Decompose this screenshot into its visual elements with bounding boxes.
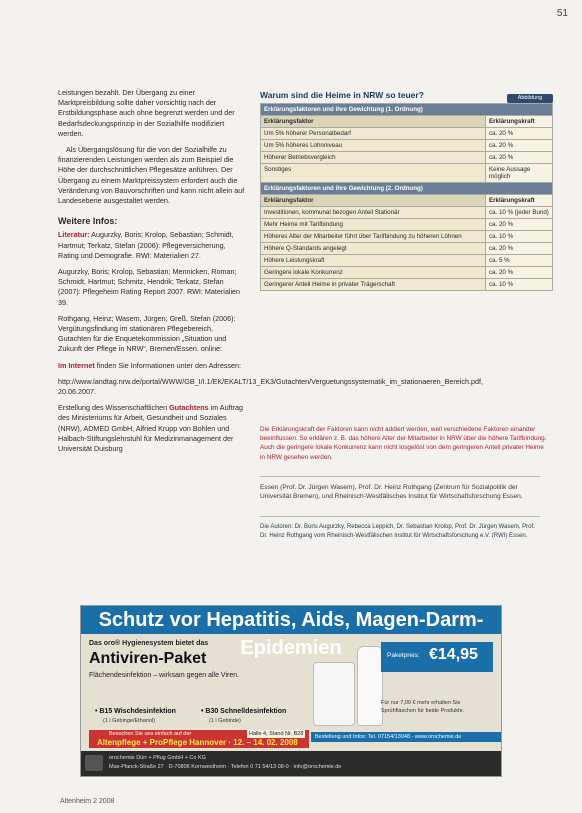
fair-intro: Besuchen Sie uns einfach auf der xyxy=(109,731,192,737)
value-cell: ca. 5 % xyxy=(486,255,553,267)
column-header: Erklärungskraft xyxy=(486,195,553,207)
authors-text: Die Autoren: Dr. Boris Augurzky, Rebecca Leppich, Dr. Sebastian Krolop, Prof. Dr. Jürgen Wasem, Prof. Dr. Heinz Rothgang vom Rheinisch-Westfälischen Institut für Wirtschaftsforschung e.V. (RWI) Essen. xyxy=(260,516,540,540)
product-bullet: • B15 Wischdesinfektion xyxy=(95,708,176,715)
source-text: Essen (Prof. Dr. Jürgen Wasem), Prof. Dr. Heinz Rothgang (Zentrum für Sozialpolitik der Universität Bremen), und Rheinisch-Westfälisches Institut für Wirtschaftsforschung Essen. xyxy=(260,476,540,502)
literature-item: Augurzky, Boris; Krolop, Sebastian; Mennicken, Roman; Schmidt, Hartmut; Schmitz, Hendrik; Terkatz, Stefan (2007): Pflegeheim Rating Report 2007. RWI: Materialien 39. xyxy=(58,267,241,307)
value-cell: ca. 10 % (jeder Bund) xyxy=(486,207,553,219)
factor-cell: Um 5% höheres Lohnniveau xyxy=(261,140,486,152)
product-sub: (1 l Gebinde) xyxy=(209,718,241,724)
value-cell: ca. 20 % xyxy=(486,267,553,279)
column-header: Erklärungsfaktor xyxy=(261,116,486,128)
price-label: Paketpreis: xyxy=(387,652,420,659)
factor-cell: Höherer Betriebsvergleich xyxy=(261,152,486,164)
box-title: Warum sind die Heime in NRW so teuer? xyxy=(260,90,424,100)
order-info: Bestellung und Infos: Tel. 07154/13048 · www.orochemie.de xyxy=(311,732,502,742)
internet-label: Im Internet xyxy=(58,360,95,370)
price-value: €14,95 xyxy=(429,646,478,663)
paragraph: Als Übergangslösung für die von der Sozialhilfe zu finanzierenden Leistungen werden als zum Beispiel die Höhe der durchschnittlichen Pflegesätze anführen. Der Übergang zu einem Marktpreissystem erfordert auch die Veränderung von Bauvorschriften und kann nicht allein auf Landesebene ausgestaltet werden. xyxy=(58,145,245,206)
ad-note: Für nur 7,00 € mehr erhalten Sie Sprühflaschen für beide Produkte. xyxy=(381,700,465,714)
value-cell: ca. 10 % xyxy=(486,231,553,243)
ad-headline: Schutz vor Hepatitis, Aids, Magen-Darm-Epidemien xyxy=(81,606,501,634)
spray-bottle-icon xyxy=(357,646,383,726)
factor-cell: Höheres Alter der Mitarbeiter führt über Tarifbindung zu höheren Löhnen xyxy=(261,231,486,243)
literature-item: Erstellung des Wissenschaftlichen Gutachtens im Auftrag des Ministeriums für Arbeit, Gesundheit und Soziales (NRW), ADMED GmbH, Alfried Krupp von Bohlen und Halbach-Stiftungslehrstuhl für Medizinmanagement der Universität Duisburg xyxy=(58,403,243,454)
internet-info: Im Internet finden Sie Informationen unter den Adressen: xyxy=(58,360,241,370)
group-header: Erklärungsfaktoren und ihre Gewichtung (1. Ordnung) xyxy=(261,104,553,116)
paragraph: Leistungen bezahlt. Der Übergang zu einer Marktpreisbildung sollte daher vorsichtig nach der Erstbildungsphase auch ohne begrenzt werden und der Bedarfsdeckungsprinzip in der Sozialhilfe modifiziert werden. xyxy=(58,88,235,138)
literature-label: Literatur: xyxy=(58,230,90,240)
stand-info: Halle 4, Stand Nr. B28 xyxy=(249,731,304,737)
factor-table xyxy=(260,103,553,291)
value-cell: ca. 10 % xyxy=(486,279,553,291)
factor-cell: Mehr Heime mit Tarifbindung xyxy=(261,219,486,231)
value-cell: ca. 20 % xyxy=(486,219,553,231)
value-cell: ca. 20 % xyxy=(486,152,553,164)
fair-name: Altenpflege + ProPflege Hannover · 12. – 14. 02. 2008 xyxy=(97,738,298,747)
factor-cell: Geringere lokale Konkurrenz xyxy=(261,267,486,279)
ad-title: Antiviren-Paket xyxy=(89,650,207,667)
factor-cell: Höhere Leistungskraft xyxy=(261,255,486,267)
product-bullet: • B30 Schnelldesinfektion xyxy=(201,708,287,715)
column-header: Erklärungskraft xyxy=(486,116,553,128)
company-address: Max-Planck-Straße 27 · D-70806 Kornwestheim · Telefon 0 71 54/13 08-0 · info@orochemie.de xyxy=(109,764,342,770)
value-cell: Keine Aussage möglich xyxy=(486,164,553,183)
product-sub: (1 l Gebinge/Ethanol) xyxy=(103,718,155,724)
page-footer: Altenheim 2 2008 xyxy=(60,798,115,805)
advertisement xyxy=(80,605,502,777)
factor-cell: Um 5% höherer Personalbedarf xyxy=(261,128,486,140)
company-logo-icon xyxy=(85,755,103,771)
price-box xyxy=(381,642,493,672)
value-cell: ca. 20 % xyxy=(486,140,553,152)
figure-tag: Abbildung xyxy=(507,94,553,103)
factor-cell: Höhere Q-Standards angelegt xyxy=(261,243,486,255)
info-heading: Weitere Infos: xyxy=(58,216,118,227)
product-bottle-icon xyxy=(313,662,355,726)
ad-subtitle: Das oro® Hygienesystem bietet das xyxy=(89,640,209,647)
column-header: Erklärungsfaktor xyxy=(261,195,486,207)
url-link[interactable]: http://www.landtag.nrw.de/portal/WWW/GB_I/I.1/EK/EKALT/13_EK3/Gutachten/Verguetungssystematik_im_stationaeren_Bereich.pdf, 20.06.2007. xyxy=(58,376,483,397)
literature-item: Rothgang, Heinz; Wasem, Jürgen; Greß, Stefan (2006): Vergütungsfindung im stationären Pflegebereich, Gutachten für die Enquetekommission „Situation und Zukunft der Pflege in NRW“, Bremen/Essen. online: xyxy=(58,313,236,354)
ad-footer xyxy=(81,751,501,776)
group-header: Erklärungsfaktoren und ihre Gewichtung (2. Ordnung) xyxy=(261,183,553,195)
explanation-text: Die Erklärungskraft der Faktoren kann nicht addiert werden, weil verschiedene Faktoren einander beeinflussen. So erklären z. B. das höhere Alter der Mitarbeiter in NRW über die höhere Tarifbindung. Auch die geringere lokale Konkurrenz kann nicht losgelöst von dem geringeren Anteil privater Heime in NRW gesehen werden. xyxy=(260,426,547,461)
literature-item: Literatur: Augurzky, Boris; Krolop, Sebastian; Schmidt, Hartmut; Terkatz, Stefan (2006): Pflegeversicherung, Rating und Demografie. RWI: Materialien 27. xyxy=(58,230,234,260)
factor-cell: Investitionen, kommunal bezogen Anteil Stationär xyxy=(261,207,486,219)
page-number: 51 xyxy=(556,8,568,19)
value-cell: ca. 20 % xyxy=(486,243,553,255)
ad-tagline: Flächendesinfektion – wirksam gegen alle Viren. xyxy=(89,672,240,679)
value-cell: ca. 20 % xyxy=(486,128,553,140)
factor-cell: Geringerer Anteil Heime in privater Trägerschaft xyxy=(261,279,486,291)
company-name: orochemie Dürr + Pflug GmbH + Co KG xyxy=(109,755,206,761)
factor-cell: Sonstiges xyxy=(261,164,486,183)
